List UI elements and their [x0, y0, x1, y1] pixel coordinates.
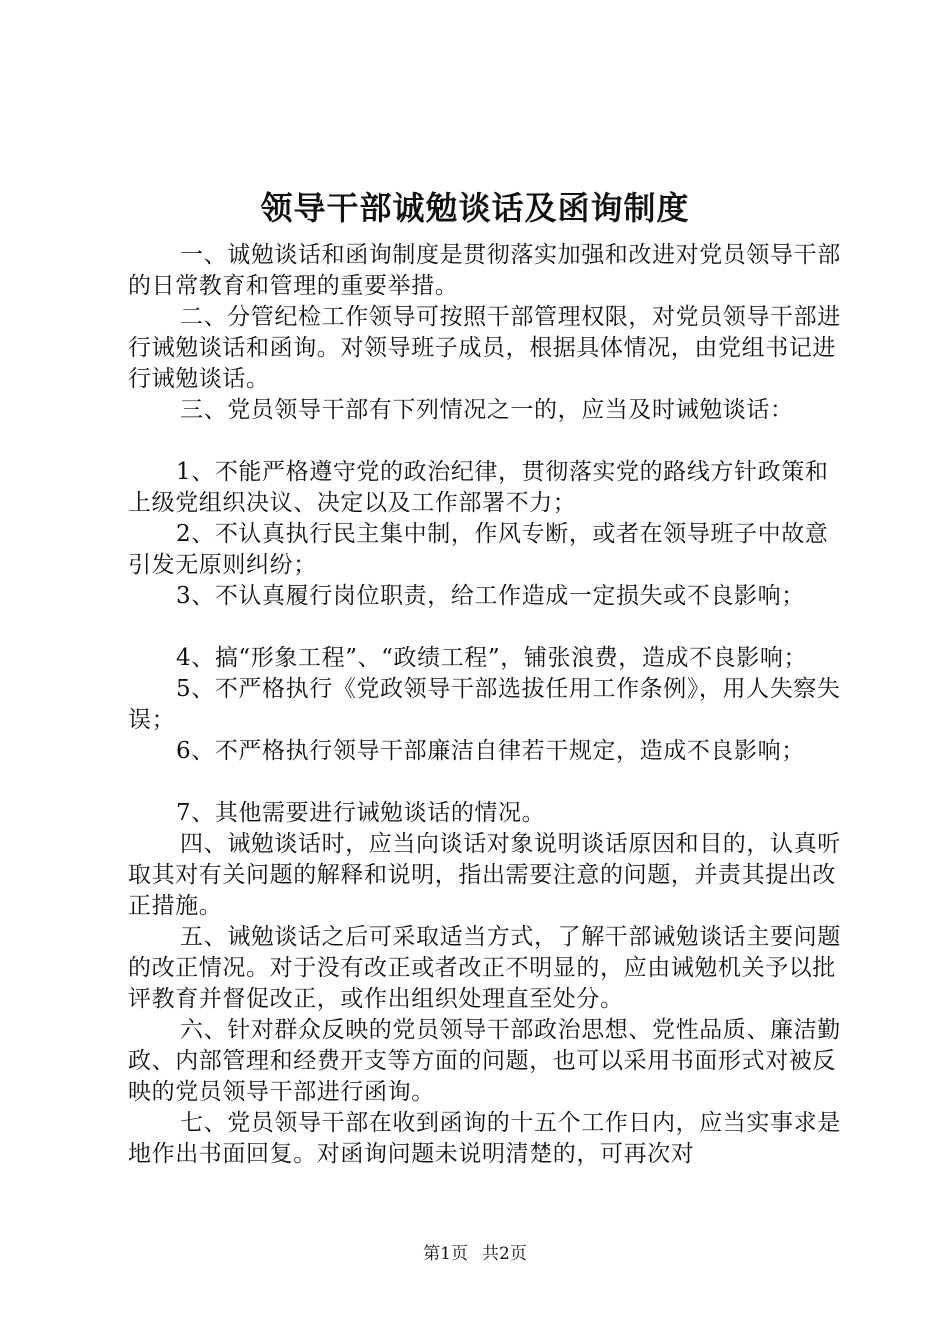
paragraph-6: 六、针对群众反映的党员领导干部政治思想、党性品质、廉洁勤政、内部管理和经费开支等方面的问题，也可以采用书面形式对被反映的党员领导干部进行函询。 — [128, 1017, 841, 1105]
document-body — [128, 240, 848, 1170]
page-number: 第1页 — [423, 1244, 468, 1264]
list-item-1: 1、不能严格遵守党的政治纪律，贯彻落实党的路线方针政策和上级党组织决议、决定以及工作部署不力； — [128, 459, 829, 516]
list-item-2: 2、不认真执行民主集中制，作风专断，或者在领导班子中故意引发无原则纠纷； — [128, 521, 829, 578]
list-item-3: 3、不认真履行岗位职责，给工作造成一定损失或不良影响； — [176, 583, 805, 609]
list-item-6: 6、不严格执行领导干部廉洁自律若干规定，造成不良影响； — [176, 738, 805, 764]
page-footer — [0, 1242, 950, 1266]
list-item-4: 4、搞“形象工程”、“政绩工程”，铺张浪费，造成不良影响； — [176, 645, 808, 671]
paragraph-2: 二、分管纪检工作领导可按照干部管理权限，对党员领导干部进行诫勉谈话和函询。对领导班子成员，根据具体情况，由党组书记进行诫勉谈话。 — [128, 304, 841, 392]
paragraph-1: 一、诚勉谈话和函询制度是贯彻落实加强和改进对党员领导干部的日常教育和管理的重要举措。 — [128, 242, 841, 299]
paragraph-7: 七、党员领导干部在收到函询的十五个工作日内，应当实事求是地作出书面回复。对函询问题未说明清楚的，可再次对 — [128, 1110, 841, 1167]
page-total: 共2页 — [482, 1244, 527, 1264]
paragraph-4: 四、诫勉谈话时，应当向谈话对象说明谈话原因和目的，认真听取其对有关问题的解释和说明，指出需要注意的问题，并责其提出改正措施。 — [128, 831, 841, 919]
list-item-7: 7、其他需要进行诫勉谈话的情况。 — [176, 800, 546, 826]
paragraph-3: 三、党员领导干部有下列情况之一的，应当及时诫勉谈话： — [180, 397, 794, 423]
list-item-5: 5、不严格执行《党政领导干部选拔任用工作条例》，用人失察失误； — [128, 676, 841, 733]
document-title: 领导干部诚勉谈话及函询制度 — [260, 189, 690, 227]
paragraph-5: 五、诫勉谈话之后可采取适当方式，了解干部诫勉谈话主要问题的改正情况。对于没有改正或者改正不明显的，应由诫勉机关予以批评教育并督促改正，或作出组织处理直至处分。 — [128, 924, 841, 1012]
